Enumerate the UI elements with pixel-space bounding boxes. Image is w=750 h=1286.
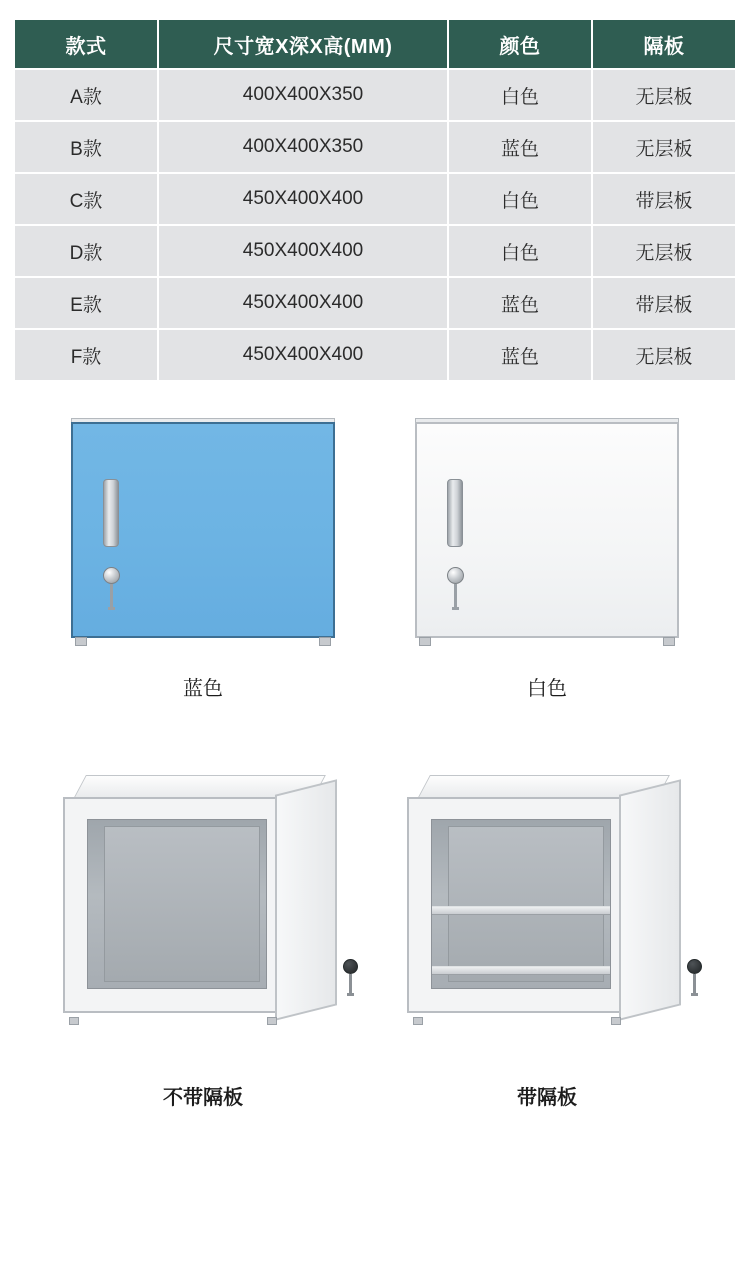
lock-icon — [103, 567, 120, 584]
cabinet-back-panel — [104, 826, 260, 982]
cabinet-foot-left — [69, 1017, 79, 1025]
cabinet-open-no-shelf-image — [53, 765, 353, 1065]
cell-color: 白色 — [449, 226, 591, 276]
caption-blue: 蓝色 — [183, 678, 223, 700]
cell-style: E款 — [15, 278, 157, 328]
cabinet-white-image — [407, 416, 687, 656]
key-icon — [349, 974, 352, 996]
cabinet-blue-image — [63, 416, 343, 656]
table-row — [15, 226, 735, 276]
cell-color: 蓝色 — [449, 278, 591, 328]
cabinet-door-panel — [415, 422, 679, 638]
caption-with-shelf: 带隔板 — [517, 1087, 577, 1109]
cabinet-interior — [87, 819, 267, 989]
cabinet-interior — [431, 819, 611, 989]
cell-size: 400X400X350 — [159, 70, 447, 120]
column-header-color: 颜色 — [449, 20, 591, 68]
handle-icon — [103, 479, 119, 547]
cabinet-foot-right — [267, 1017, 277, 1025]
cabinet-back-panel — [448, 826, 604, 982]
cabinet-shelf-lower — [432, 966, 610, 975]
shelf-variant-gallery — [0, 765, 750, 1110]
cabinet-open-door — [619, 779, 681, 1020]
cell-color: 白色 — [449, 70, 591, 120]
cell-shelf: 无层板 — [593, 122, 735, 172]
cabinet-foot-right — [319, 637, 331, 646]
gallery-item-white-cabinet — [397, 416, 697, 701]
cell-shelf: 无层板 — [593, 330, 735, 380]
caption-no-shelf: 不带隔板 — [163, 1087, 243, 1109]
gallery-item-with-shelf — [397, 765, 697, 1110]
table-header-row — [15, 20, 735, 68]
lock-icon — [343, 959, 358, 974]
cabinet-door-panel — [71, 422, 335, 638]
cell-style: B款 — [15, 122, 157, 172]
cabinet-foot-left — [413, 1017, 423, 1025]
column-header-size: 尺寸宽X深X高(MM) — [159, 20, 447, 68]
cabinet-foot-right — [663, 637, 675, 646]
cell-shelf: 带层板 — [593, 174, 735, 224]
cabinet-case — [407, 797, 625, 1013]
cell-shelf: 无层板 — [593, 70, 735, 120]
cell-color: 蓝色 — [449, 330, 591, 380]
column-header-style: 款式 — [15, 20, 157, 68]
cell-style: F款 — [15, 330, 157, 380]
cabinet-foot-left — [419, 637, 431, 646]
cabinet-foot-right — [611, 1017, 621, 1025]
section-divider — [0, 701, 750, 731]
cell-color: 蓝色 — [449, 122, 591, 172]
cell-size: 450X400X400 — [159, 278, 447, 328]
cabinet-foot-left — [75, 637, 87, 646]
cabinet-open-door — [275, 779, 337, 1020]
table-row — [15, 122, 735, 172]
cell-size: 450X400X400 — [159, 174, 447, 224]
handle-icon — [447, 479, 463, 547]
cabinet-open-with-shelf-image — [397, 765, 697, 1065]
key-icon — [110, 584, 113, 610]
caption-white: 白色 — [527, 678, 567, 700]
lock-icon — [447, 567, 464, 584]
key-icon — [454, 584, 457, 610]
table-row — [15, 174, 735, 224]
cell-shelf: 无层板 — [593, 226, 735, 276]
cabinet-shelf-upper — [432, 906, 610, 915]
cell-style: C款 — [15, 174, 157, 224]
cell-style: D款 — [15, 226, 157, 276]
cell-size: 450X400X400 — [159, 330, 447, 380]
table-row — [15, 330, 735, 380]
table-row — [15, 278, 735, 328]
cell-color: 白色 — [449, 174, 591, 224]
cell-shelf: 带层板 — [593, 278, 735, 328]
cell-size: 450X400X400 — [159, 226, 447, 276]
cabinet-case — [63, 797, 281, 1013]
cell-style: A款 — [15, 70, 157, 120]
color-variant-gallery — [0, 416, 750, 701]
gallery-item-no-shelf — [53, 765, 353, 1110]
cell-size: 400X400X350 — [159, 122, 447, 172]
gallery-item-blue-cabinet — [53, 416, 353, 701]
specification-table — [13, 18, 737, 382]
key-icon — [693, 974, 696, 996]
column-header-shelf: 隔板 — [593, 20, 735, 68]
lock-icon — [687, 959, 702, 974]
table-row — [15, 70, 735, 120]
